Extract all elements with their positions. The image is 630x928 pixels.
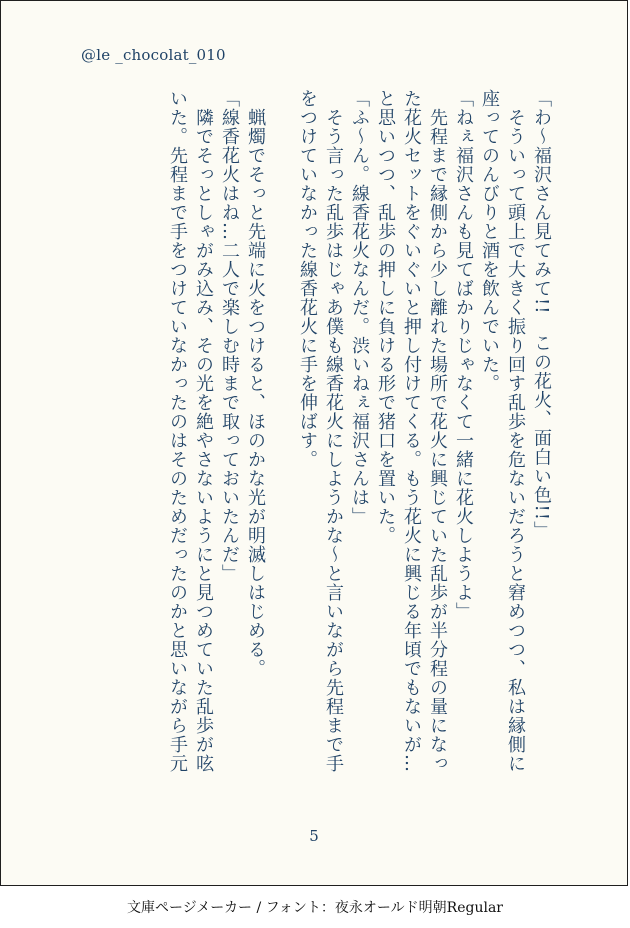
text-line: 先程まで縁側から少し離れた場所で花火に興じていた乱歩が半分程の量になっ (427, 89, 448, 773)
text-line: 「ねぇ福沢さんも見てばかりじゃなくて一緒に花火しようよ」 (453, 89, 474, 621)
text-line: と思いつつ、乱歩の押しに負ける形で猪口を置いた。 (375, 89, 396, 545)
text-line: そういって頭上で大きく振り回す乱歩を危ないだろうと窘めつつ、私は縁側に (505, 89, 526, 773)
footer-credit: 文庫ページメーカー / フォント：夜永オールド明朝Regular (127, 900, 503, 916)
text-line: た花火セットをぐいぐいと押し付けてくる。もう花火に興じる年頃でもないが… (401, 89, 422, 773)
vertical-body-text (74, 89, 554, 797)
text-line: いた。先程まで手をつけていなかったのはそのためだったのかと思いながら手元 (167, 89, 188, 773)
author-handle: @le _chocolat_010 (81, 46, 226, 64)
text-line: 「線香花火はね…二人で楽しむ時まで取っておいたんだ」 (219, 89, 240, 583)
text-line: 「わ〜福沢さん見てみて!! この花火、面白い色!!」 (531, 89, 552, 540)
text-line: をつけていなかった線香花火に手を伸ばす。 (297, 89, 318, 469)
text-line: 座ってのんびりと酒を飲んでいた。 (479, 89, 500, 393)
text-line: 蝋燭でそっと先端に火をつけると、ほのかな光が明滅しはじめる。 (245, 89, 266, 678)
page-number: 5 (309, 827, 319, 845)
text-line: 隣でそっとしゃがみ込み、その光を絶やさないようにと見つめていた乱歩が呟 (193, 89, 214, 773)
text-line: 「ふ〜ん。線香花火なんだ。渋いねぇ福沢さんは」 (349, 89, 370, 526)
text-line: そう言った乱歩はじゃあ僕も線香花火にしようかな〜と言いながら先程まで手 (323, 89, 344, 773)
blank-line (268, 89, 294, 797)
